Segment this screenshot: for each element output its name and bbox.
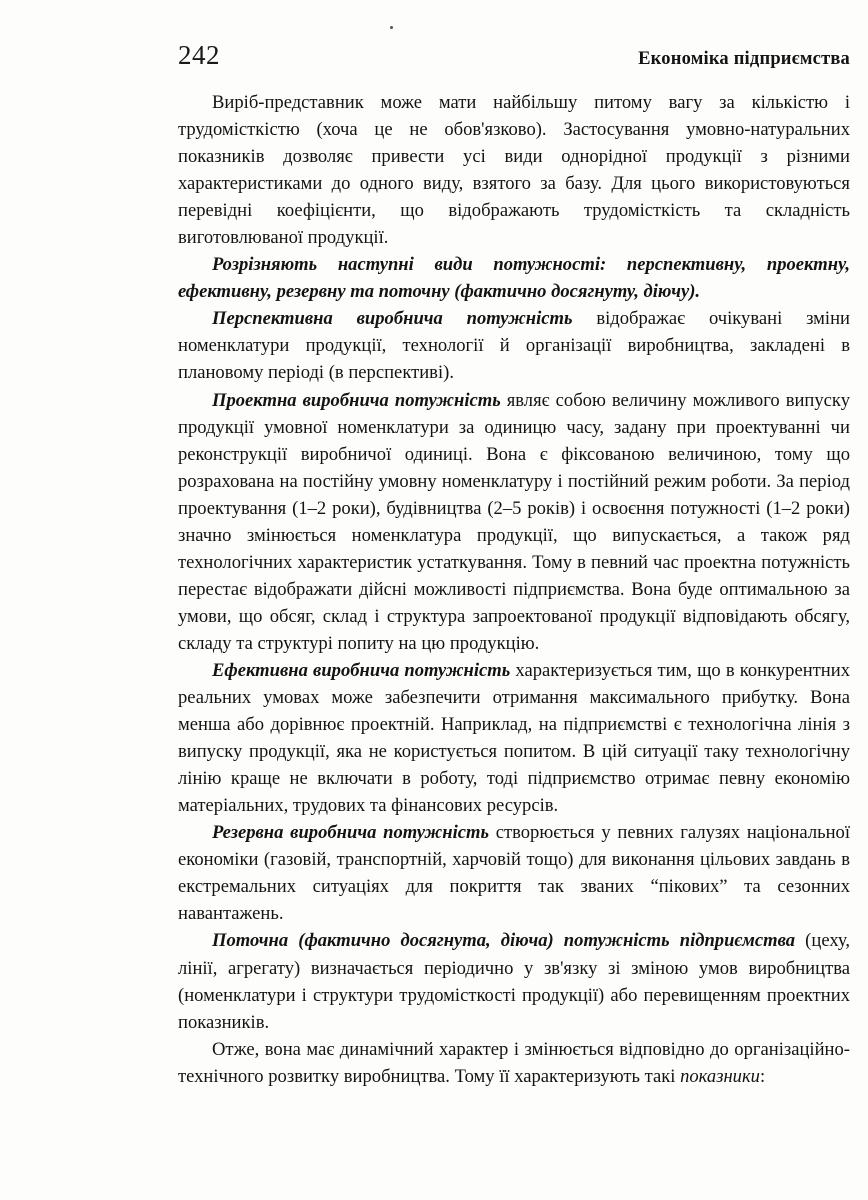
scan-artifact-dot [390,26,393,29]
paragraph [178,387,850,657]
emphasis-term: Проектна виробнича потужність [212,389,507,411]
paragraph [178,927,850,1035]
paragraph [178,1036,850,1090]
paragraph [178,251,850,305]
paragraph [178,819,850,927]
emphasis-term: Резервна виробнича потужність [212,822,496,844]
running-head-title: Економіка підприємства [638,49,850,69]
emphasis-term: Перспективна виробнича потужність [212,308,597,330]
page-header [178,40,850,71]
emphasis-term: Поточна (фактично досягнута, діюча) потужність підприємства [212,930,806,952]
emphasis-term: Розрізняють наступні види потужності: перспективну, проектну, ефективну, резервну та поточну (фактично досягнуту, діючу). [178,254,850,303]
paragraph [178,305,850,386]
emphasis-term: Ефективна виробнича потужність [212,659,516,681]
text-run: являє собою величину можливого випуску продукції умовної номенклатури за одиницю часу, задану при проектуванні чи реконструкції виробничої одиниці. Вона є фіксованою величиною, тому що розрахована на постійну умовну номенклатуру і постійний режим роботи. За період проектування (1–2 роки), будівництва (2–5 років) і освоєння потужності (1–2 роки) значно змінюється номенклатура продукції, що випускається, а також ряд технологічних характеристик устаткування. Тому в певний час проектна потужність перестає відображати дійсні можливості підприємства. Вона буде оптимальною за умови, що обсяг, склад і структура запроектованої продукції відповідають обсягу, складу та структурі попиту на цю продукцію. [178,389,850,654]
text-run: Виріб-представник може мати найбільшу питому вагу за кількістю і трудомісткістю (хоча це не обов'язково). Застосування умовно-натуральних показників дозволяє привести усі види однорідної продукції з різними характеристиками до одного виду, взятого за базу. Для цього використовуються перевідні коефіцієнти, що відображають трудомісткість та складність виготовлюваної продукції. [178,92,850,249]
paragraph [178,89,850,251]
page-number: 242 [178,40,220,70]
text-run: (цеху, лінії, агрегату) визначається періодично у зв'язку зі зміною умов виробництва (номенклатури і структури трудомісткості продукції) або перевищенням проектних показників. [178,930,850,1033]
page-content [178,40,850,1090]
text-run: : [759,1065,766,1087]
text-run: характеризується тим, що в конкурентних реальних умовах може забезпечити отримання максимального прибутку. Вона менша або дорівнює проектній. Наприклад, на підприємстві є технологічна лінія з випуску продукції, яка не користується попитом. В цій ситуації таку технологічну лінію краще не включати в роботу, тоді підприємство отримає певну економію матеріальних, трудових та фінансових ресурсів. [178,659,850,817]
text-run: відображає очікувані зміни номенклатури продукції, технології й організації виробництва, закладені в плановому періоді (в перспективі). [178,308,850,384]
body-text [178,89,850,1090]
paragraph [178,657,850,819]
italic-term: показники [680,1065,760,1087]
text-run: створюється у певних галузях національної економіки (газовій, транспортній, харчовій тощо) для виконання цільових завдань в екстремальних ситуаціях для покриття так званих “пікових” та сезонних навантажень. [178,822,850,925]
text-run: Отже, вона має динамічний характер і змінюється відповідно до організаційно-технічного розвитку виробництва. Тому її характеризують такі [178,1038,850,1087]
